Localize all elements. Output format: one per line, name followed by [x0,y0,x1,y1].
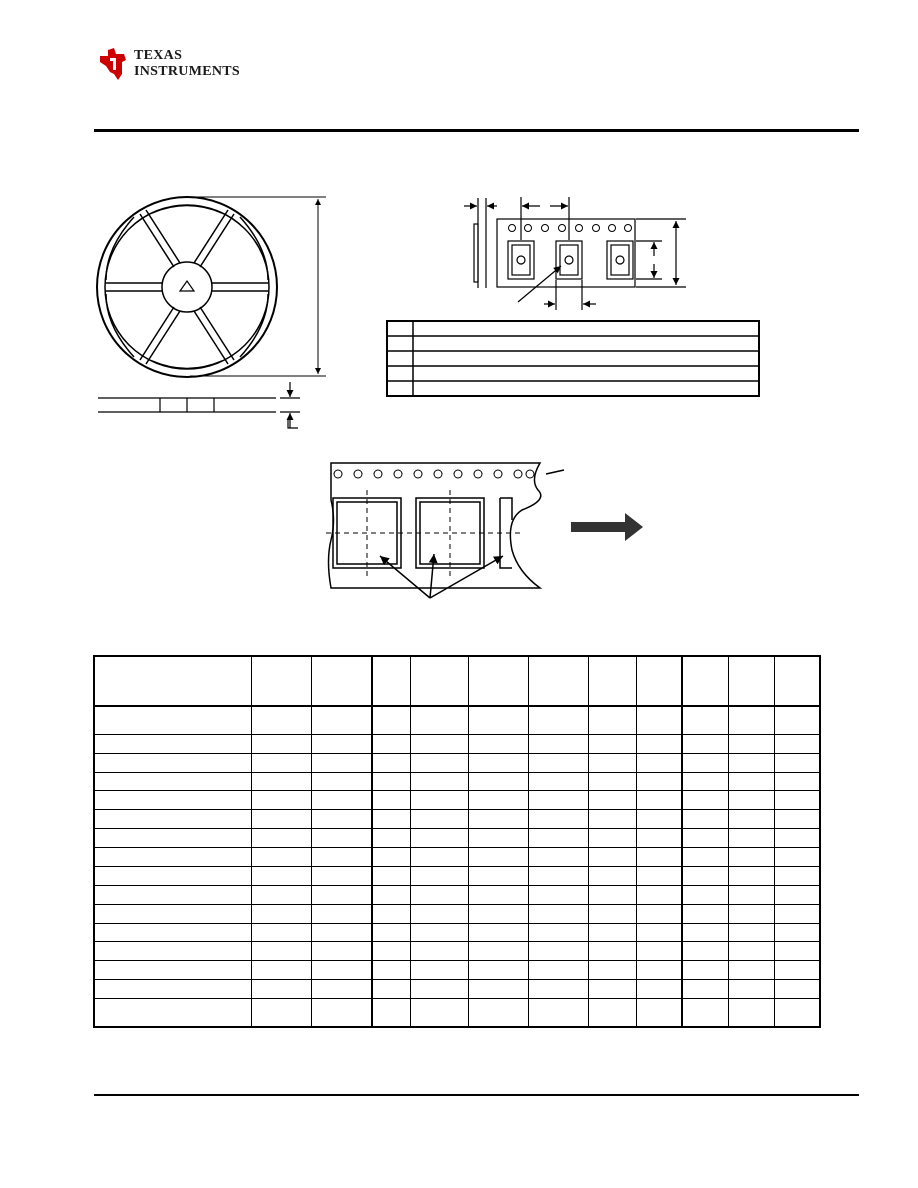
tape-legend-table [387,321,759,396]
table-row [94,772,820,791]
table-row [94,791,820,810]
table-row [94,810,820,829]
logo-word-texas: TEXAS [134,48,183,63]
reel-drawing [97,197,277,377]
quadrant-tape-drawing [326,463,564,598]
table-row [94,980,820,999]
feed-direction-arrow-icon [571,513,643,541]
reel-side-view [98,382,300,428]
table-row [94,923,820,942]
table-row [94,942,820,961]
reel-diameter-dimension [190,197,326,376]
table-row [94,734,820,753]
table-row [94,706,820,734]
table-row [94,829,820,848]
table-header-row [94,656,820,706]
table-row [94,961,820,980]
table-row [94,866,820,885]
tape-drawing [464,197,686,310]
table-row [94,848,820,867]
table-row [94,885,820,904]
table-row [94,753,820,772]
table-row [94,904,820,923]
table-row [94,999,820,1027]
logo-word-instruments: INSTRUMENTS [134,64,240,79]
reel-dimension-table [93,655,821,1028]
